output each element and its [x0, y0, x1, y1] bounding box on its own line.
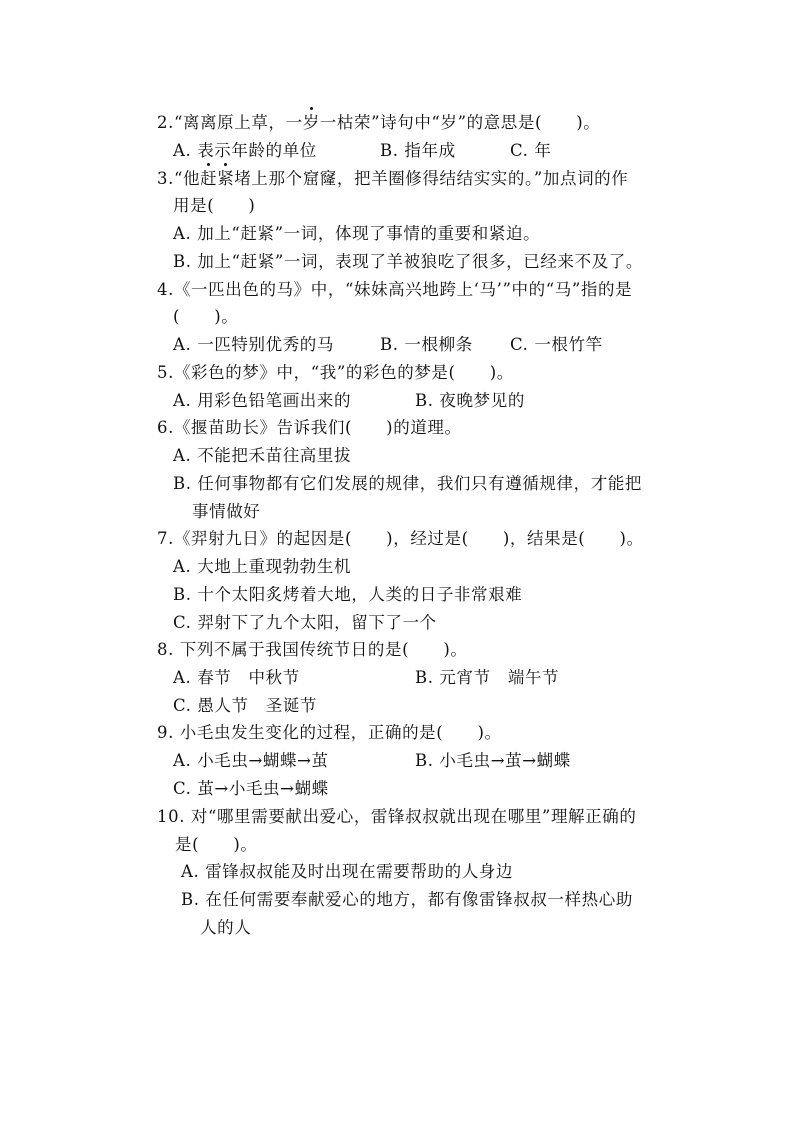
question-4-option-a: A. 一匹特别优秀的马: [173, 335, 335, 354]
question-2-option-c: C. 年: [510, 141, 552, 160]
question-6-option-a: A. 不能把禾苗往高里拔: [173, 446, 352, 465]
dotted-char: 岁: [303, 111, 320, 135]
question-2-option-a: A. 表示年龄的单位: [173, 141, 317, 160]
question-3-stem: 3.“他赶紧堵上那个窟窿，把羊圈修得结结实实的。”加点词的作: [157, 167, 628, 191]
question-5-option-b: B. 夜晚梦见的: [415, 391, 525, 410]
question-10-stem-line2: 是( )。: [175, 835, 258, 854]
question-6-option-b-line2: 事情做好: [192, 502, 261, 521]
question-3-stem-line2: 用是( ): [173, 196, 256, 215]
question-6-stem: 6.《揠苗助长》告诉我们( )的道理。: [157, 418, 462, 437]
dotted-char: 紧: [217, 167, 234, 191]
question-7-option-c: C. 羿射下了九个太阳，留下了一个: [173, 613, 437, 632]
question-10-option-a: A. 雷锋叔叔能及时出现在需要帮助的人身边: [181, 862, 514, 881]
question-4-option-b: B. 一根柳条: [380, 335, 473, 354]
question-5-option-a: A. 用彩色铅笔画出来的: [173, 391, 352, 410]
question-10-option-b-line2: 人的人: [200, 918, 252, 937]
question-3-option-b: B. 加上“赶紧”一词，表现了羊被狼吃了很多，已经来不及了。: [173, 252, 643, 271]
question-4-stem-line2: ( )。: [173, 307, 239, 326]
question-8-stem: 8. 下列不属于我国传统节日的是( )。: [157, 640, 468, 659]
question-7-stem: 7.《羿射九日》的起因是( )，经过是( )，结果是( )。: [157, 529, 644, 548]
question-8-option-b: B. 元宵节 端午节: [415, 668, 560, 687]
question-9-option-a: A. 小毛虫→蝴蝶→茧: [173, 751, 329, 770]
question-8-option-a: A. 春节 中秋节: [173, 668, 300, 687]
question-5-stem: 5.《彩色的梦》中，“我”的彩色的梦是( )。: [157, 363, 514, 382]
question-7-option-a: A. 大地上重现勃勃生机: [173, 557, 352, 576]
question-8-option-c: C. 愚人节 圣诞节: [173, 696, 318, 715]
dotted-char: 赶: [200, 167, 217, 191]
question-10-stem: 10. 对“哪里需要献出爱心，雷锋叔叔就出现在哪里”理解正确的: [157, 807, 637, 826]
question-9-option-b: B. 小毛虫→茧→蝴蝶: [415, 751, 571, 770]
question-9-stem: 9. 小毛虫发生变化的过程，正确的是( )。: [157, 723, 502, 742]
question-3-option-a: A. 加上“赶紧”一词，体现了事情的重要和紧迫。: [173, 224, 541, 243]
question-6-option-b: B. 任何事物都有它们发展的规律，我们只有遵循规律，才能把: [173, 474, 643, 493]
question-2-option-b: B. 指年成: [380, 141, 456, 160]
question-7-option-b: B. 十个太阳炙烤着大地，人类的日子非常艰难: [173, 585, 523, 604]
question-4-stem: 4.《一匹出色的马》中，“妹妹高兴地跨上‘马’”中的“马”指的是: [157, 280, 633, 299]
question-10-option-b: B. 在任何需要奉献爱心的地方，都有像雷锋叔叔一样热心助: [181, 890, 633, 909]
question-2-stem: 2.“离离原上草，一岁一枯荣”诗句中“岁”的意思是( )。: [157, 111, 600, 135]
question-4-option-c: C. 一根竹竿: [510, 335, 603, 354]
question-9-option-c: C. 茧→小毛虫→蝴蝶: [173, 779, 329, 798]
